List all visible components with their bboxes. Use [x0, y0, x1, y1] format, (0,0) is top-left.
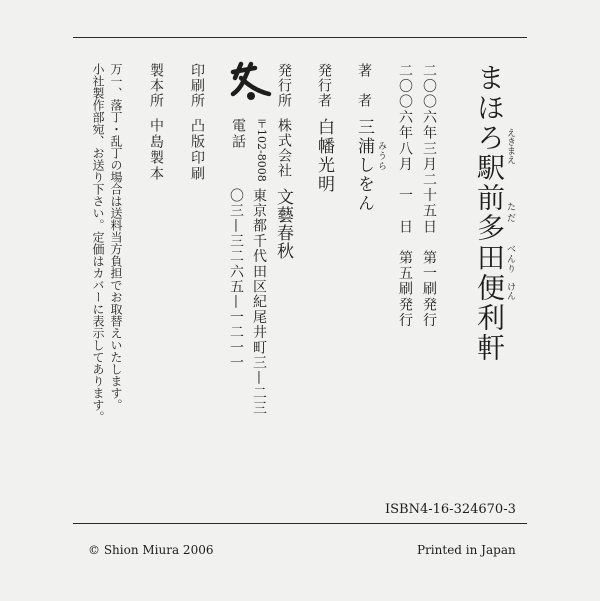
top-rule [73, 37, 527, 38]
address: 東京都千代田区紀尾井町三—二三 [251, 188, 267, 416]
company-name: 文藝春秋 [273, 188, 293, 260]
publisher-logo-icon [229, 60, 273, 106]
phone-number: 〇三—三二六五—一二一一 [228, 188, 244, 371]
isbn: ISBN4-16-324670-3 [385, 502, 516, 517]
notice-line-1: 万一、落丁・乱丁の場合は送料当方負担でお取替えいたします。 [109, 63, 123, 411]
edition-first-print: 二〇〇六年三月二十五日 第一刷発行 [421, 63, 437, 329]
author-label: 著 者 [356, 63, 372, 108]
publisher-label: 発行者 [316, 63, 332, 108]
edition-fifth-print: 二〇〇六年八月 一 日 第五刷発行 [397, 63, 413, 329]
issuer-label: 発行所 [276, 63, 292, 108]
title-ruby-benri: べんり [505, 244, 515, 274]
title-ruby-tada: ただ [505, 202, 515, 224]
printed-in-japan: Printed in Japan [417, 543, 516, 557]
copyright: © Shion Miura 2006 [88, 543, 214, 557]
phone-label: 電話 [230, 118, 246, 150]
title-ruby-ken: けん [505, 282, 515, 300]
publisher-name: 白幡光明 [314, 118, 334, 194]
author-ruby: みうら [376, 141, 386, 171]
book-title: まほろ駅前多田便利軒 [473, 63, 506, 363]
binder-label: 製本所 [148, 63, 164, 108]
author-name: 三浦しをん [354, 118, 374, 213]
binder-name: 中島製本 [148, 118, 164, 182]
title-ruby-ekimae: えきまえ [505, 128, 515, 164]
company-type: 株式会社 [276, 118, 292, 178]
bottom-rule [73, 523, 527, 524]
printer-label: 印刷所 [189, 63, 205, 108]
notice-line-2: 小社製作部宛、お送り下さい。定価はカバーに表示してあります。 [91, 63, 105, 423]
postal-code: 〒102-8008 [255, 118, 268, 182]
printer-name: 凸版印刷 [189, 118, 205, 182]
